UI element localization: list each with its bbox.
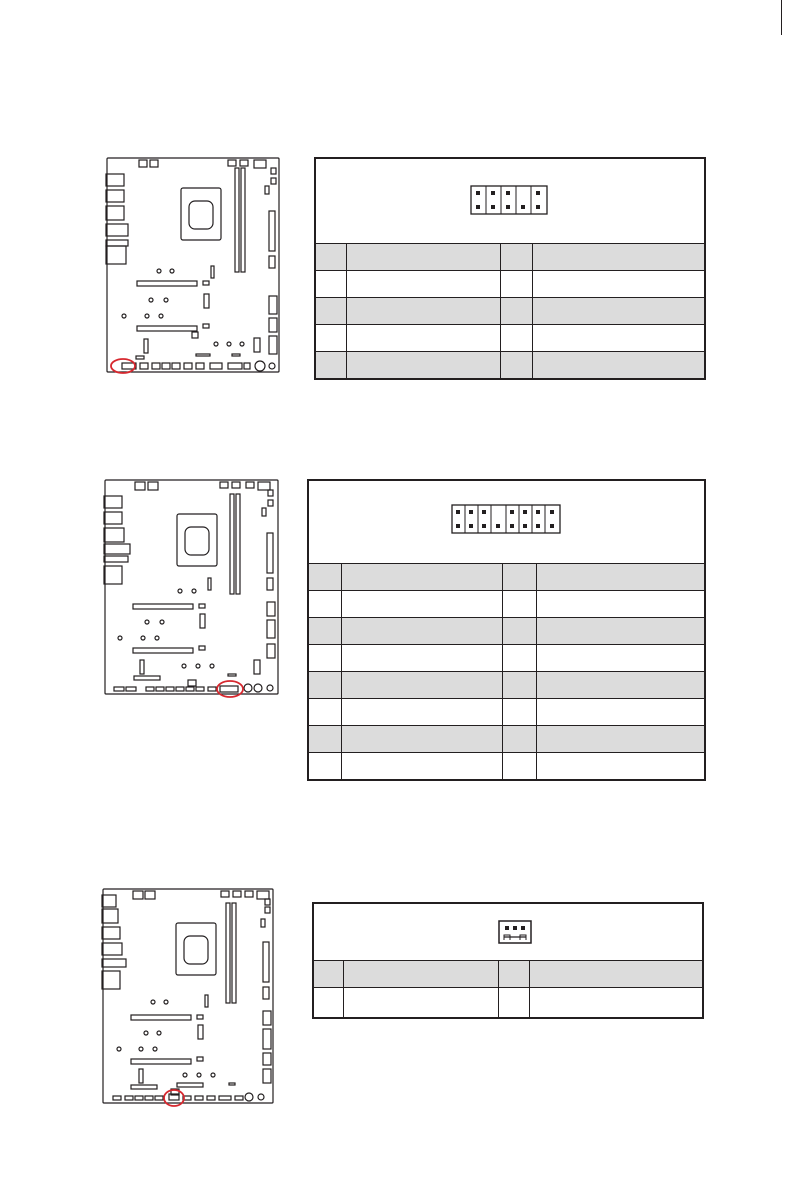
pin-header-icon (470, 185, 548, 215)
pin-number-cell (309, 672, 341, 699)
table-row (314, 987, 702, 1017)
pin-number-cell (502, 699, 536, 726)
cpu-socket (181, 188, 221, 240)
motherboard-diagram (104, 156, 282, 376)
pin-number-cell (500, 244, 532, 271)
pin-number-cell (498, 960, 529, 987)
table-row (309, 645, 704, 672)
pin-number-cell (498, 987, 529, 1017)
signal-name-cell (532, 244, 704, 271)
page-edge-line (781, 0, 782, 35)
table-row (309, 726, 704, 753)
signal-name-cell (529, 960, 702, 987)
table-row (316, 298, 704, 325)
table-row (316, 325, 704, 352)
pin-number-cell (309, 699, 341, 726)
signal-name-cell (341, 618, 502, 645)
connector-diagram (309, 481, 704, 561)
fan-connector-icon (498, 920, 532, 944)
signal-name-cell (536, 618, 704, 645)
motherboard-diagram (100, 478, 282, 700)
signal-name-cell (536, 672, 704, 699)
pin-number-cell (500, 325, 532, 352)
pin-definition-table (314, 157, 706, 380)
pin-number-cell (309, 564, 341, 591)
pin-number-cell (309, 645, 341, 672)
signal-name-cell (341, 672, 502, 699)
pin-number-cell (314, 960, 343, 987)
table-row (316, 271, 704, 298)
table-row (309, 672, 704, 699)
signal-name-cell (536, 726, 704, 753)
table-row (314, 960, 702, 987)
table-row (309, 699, 704, 726)
signal-name-cell (346, 271, 500, 298)
pin-number-cell (502, 645, 536, 672)
signal-name-cell (343, 960, 498, 987)
pcie-slot (137, 281, 197, 286)
pin-number-cell (500, 352, 532, 379)
board-outline (107, 158, 279, 372)
pin-number-cell (316, 325, 346, 352)
signal-name-cell (341, 591, 502, 618)
pin-header-icon (451, 504, 561, 534)
table-row (309, 618, 704, 645)
pin-table-grid (309, 563, 704, 779)
pin-table-grid (314, 960, 702, 1018)
signal-name-cell (536, 591, 704, 618)
signal-name-cell (532, 352, 704, 379)
dimm-slot (235, 168, 239, 272)
pin-number-cell (309, 726, 341, 753)
pin-number-cell (316, 352, 346, 379)
connector-diagram (316, 159, 704, 241)
pin-number-cell (316, 244, 346, 271)
pin-number-cell (502, 591, 536, 618)
pin-table-grid (316, 243, 704, 378)
connector-diagram (314, 904, 702, 961)
signal-name-cell (341, 753, 502, 780)
pin-number-cell (316, 298, 346, 325)
table-row (316, 352, 704, 379)
pin-number-cell (314, 987, 343, 1017)
signal-name-cell (346, 244, 500, 271)
signal-name-cell (341, 564, 502, 591)
signal-name-cell (346, 325, 500, 352)
signal-name-cell (536, 699, 704, 726)
pin-number-cell (309, 753, 341, 780)
signal-name-cell (529, 987, 702, 1017)
pin-number-cell (502, 726, 536, 753)
signal-name-cell (341, 726, 502, 753)
signal-name-cell (532, 298, 704, 325)
pin-number-cell (502, 564, 536, 591)
pin-number-cell (309, 618, 341, 645)
signal-name-cell (346, 298, 500, 325)
motherboard-diagram (99, 887, 277, 1109)
io-port (106, 174, 124, 186)
table-row (309, 753, 704, 780)
table-row (309, 564, 704, 591)
signal-name-cell (536, 564, 704, 591)
pin-number-cell (309, 591, 341, 618)
signal-name-cell (341, 645, 502, 672)
table-row (316, 244, 704, 271)
pin-number-cell (316, 271, 346, 298)
pin-number-cell (500, 271, 532, 298)
table-row (309, 591, 704, 618)
highlight-circle (111, 359, 135, 373)
signal-name-cell (341, 699, 502, 726)
signal-name-cell (532, 271, 704, 298)
signal-name-cell (536, 645, 704, 672)
pin-definition-table (312, 902, 704, 1019)
pin-number-cell (502, 672, 536, 699)
signal-name-cell (532, 325, 704, 352)
signal-name-cell (536, 753, 704, 780)
signal-name-cell (343, 987, 498, 1017)
signal-name-cell (346, 352, 500, 379)
pin-number-cell (502, 753, 536, 780)
pin-number-cell (500, 298, 532, 325)
pin-number-cell (502, 618, 536, 645)
pin-definition-table (307, 479, 706, 781)
